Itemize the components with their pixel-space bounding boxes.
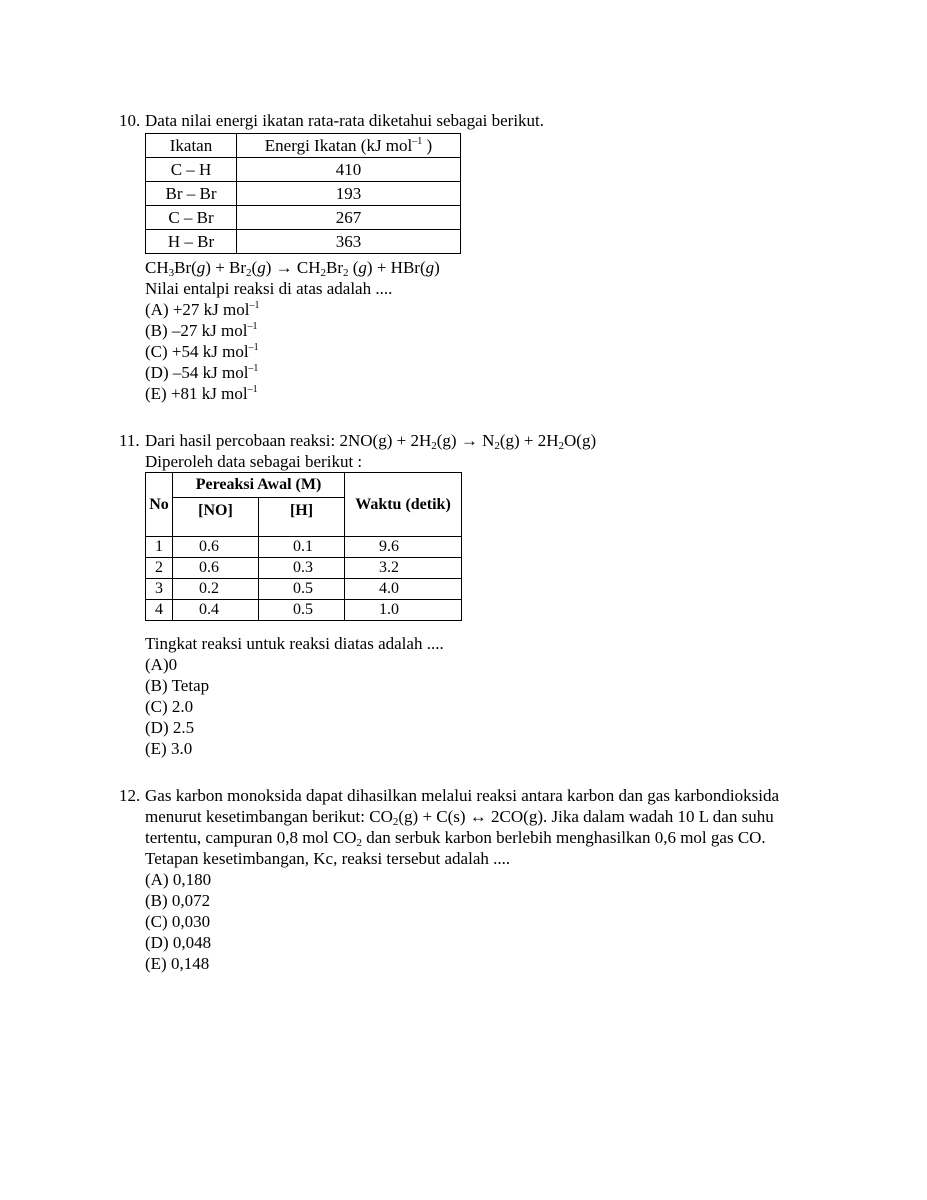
option-c: (C) +54 kJ mol$^{-1}$ <box>145 342 259 361</box>
header-h-conc: [H] <box>259 498 345 537</box>
question-intro: Dari hasil percobaan reaksi: $2NO(g) + 2H_2(g) \to N_2(g) + 2H_2O(g)$ <box>145 431 597 452</box>
bond-cell: H – Br <box>146 230 237 254</box>
option-b: (B) Tetap <box>145 676 210 695</box>
table-row <box>146 230 461 254</box>
row-no: 4 <box>146 600 173 621</box>
no-conc-cell: 0.4 <box>173 600 259 621</box>
h-conc-cell: 0.5 <box>259 600 345 621</box>
option-c: (C) 2.0 <box>145 697 194 716</box>
option-d: (D) 0,048 <box>145 933 212 952</box>
option-a: (A) +27 kJ mol$^{-1}$ <box>145 300 260 319</box>
energy-cell: 363 <box>237 230 461 254</box>
question-12 <box>119 785 829 974</box>
header-energy: Energi Ikatan (kJ mol$^{-1}$ ) <box>237 134 461 158</box>
header-no-conc: [NO] <box>173 498 259 537</box>
header-no: No <box>146 473 173 537</box>
table-row <box>146 579 462 600</box>
table-row <box>146 537 462 558</box>
table-header-row <box>146 134 461 158</box>
table-row <box>146 558 462 579</box>
question-line-3: tertentu, campuran 0,8 mol $CO_2$ dan serbuk karbon berlebih menghasilkan 0,6 mol gas CO. <box>145 828 766 849</box>
option-d: (D) –54 kJ mol$^{-1}$ <box>145 363 259 382</box>
option-b: (B) –27 kJ mol$^{-1}$ <box>145 321 258 340</box>
option-c: (C) 0,030 <box>145 912 211 931</box>
row-no: 2 <box>146 558 173 579</box>
question-number: 11. <box>119 431 140 450</box>
question-10 <box>119 110 829 404</box>
question-text: Tingkat reaksi untuk reaksi diatas adalah .... <box>145 634 444 653</box>
energy-cell: 267 <box>237 206 461 230</box>
table-row <box>146 600 462 621</box>
reaction-equation: $CH_3Br(g) + Br_2(g) \to CH_2Br_2$ (g) + HBr(g) <box>145 258 440 279</box>
question-intro-2: Diperoleh data sebagai berikut : <box>145 452 363 471</box>
bond-cell: Br – Br <box>146 182 237 206</box>
time-cell: 9.6 <box>345 537 462 558</box>
question-number: 12. <box>119 786 141 805</box>
header-bond: Ikatan <box>146 134 237 158</box>
energy-cell: 193 <box>237 182 461 206</box>
header-reactants: Pereaksi Awal (M) <box>173 473 345 498</box>
time-cell: 3.2 <box>345 558 462 579</box>
bond-energy-table <box>145 133 461 254</box>
bond-cell: C – H <box>146 158 237 182</box>
row-no: 3 <box>146 579 173 600</box>
option-a: (A)0 <box>145 655 178 674</box>
option-a: (A) 0,180 <box>145 870 212 889</box>
h-conc-cell: 0.1 <box>259 537 345 558</box>
table-row <box>146 182 461 206</box>
question-text: Nilai entalpi reaksi di atas adalah .... <box>145 279 393 298</box>
question-line-4: Tetapan kesetimbangan, Kc, reaksi tersebut adalah .... <box>145 849 511 868</box>
table-row <box>146 206 461 230</box>
option-e: (E) 0,148 <box>145 954 210 973</box>
arrow-icon: → <box>460 431 478 450</box>
table-row <box>146 158 461 182</box>
reaction-equation: $2NO(g) + 2H_2(g) \to N_2(g) + 2H_2O(g)$ <box>339 431 597 452</box>
h-conc-cell: 0.3 <box>259 558 345 579</box>
row-no: 1 <box>146 537 173 558</box>
time-cell: 4.0 <box>345 579 462 600</box>
energy-cell: 410 <box>237 158 461 182</box>
no-conc-cell: 0.6 <box>173 558 259 579</box>
no-conc-cell: 0.6 <box>173 537 259 558</box>
question-intro: Data nilai energi ikatan rata-rata diketahui sebagai berikut. <box>145 111 545 130</box>
rate-data-table <box>145 472 462 621</box>
option-d: (D) 2.5 <box>145 718 195 737</box>
option-e: (E) 3.0 <box>145 739 193 758</box>
question-11 <box>119 430 829 759</box>
question-line-1: Gas karbon monoksida dapat dihasilkan melalui reaksi antara karbon dan gas karbondioksida <box>145 786 780 805</box>
table-header-row <box>146 473 462 498</box>
h-conc-cell: 0.5 <box>259 579 345 600</box>
time-cell: 1.0 <box>345 600 462 621</box>
question-number: 10. <box>119 111 141 130</box>
option-b: (B) 0,072 <box>145 891 211 910</box>
no-conc-cell: 0.2 <box>173 579 259 600</box>
bond-cell: C – Br <box>146 206 237 230</box>
question-line-2: menurut kesetimbangan berikut: $CO_2(g) + C(s)$ ↔ 2CO(g). Jika dalam wadah 10 L dan suhu <box>145 807 774 828</box>
option-e: (E) +81 kJ mol$^{-1}$ <box>145 384 258 403</box>
header-time: Waktu (detik) <box>345 473 462 537</box>
